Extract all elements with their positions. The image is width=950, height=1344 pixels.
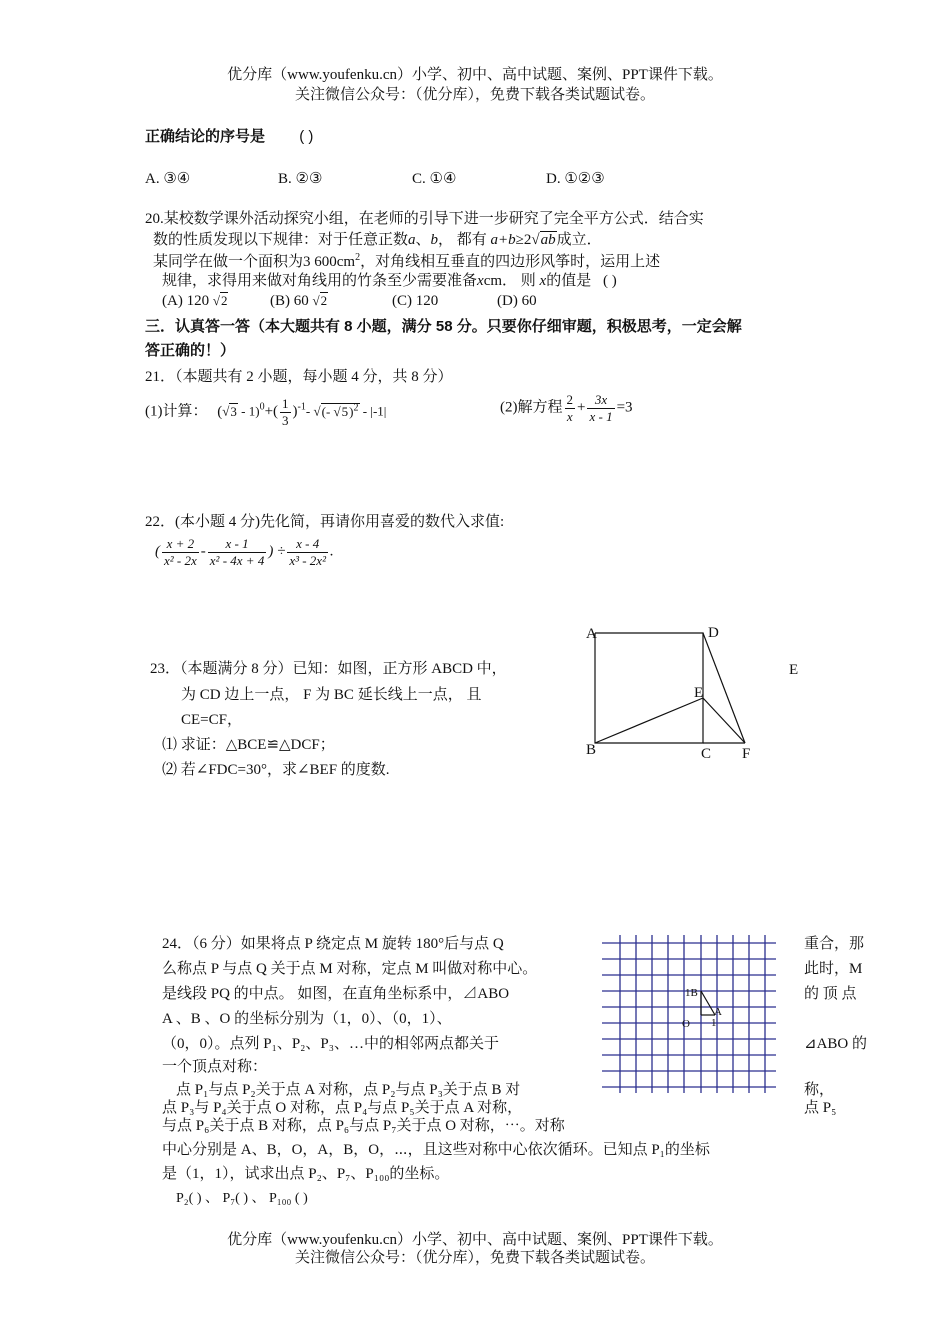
section-3-line-2: 答正确的！）: [145, 342, 236, 359]
q20-option-a-root: 2: [220, 293, 228, 308]
q24-line-8: 点 P₃与 P₄关于点 O 对称，点 P₄与点 P₅关于点 A 对称，: [162, 1100, 523, 1116]
q21-p1-c: +(: [264, 403, 279, 420]
q20-line-3a: 某同学在做一个面积为3 600cm: [153, 254, 356, 270]
q21-p1-d: ): [292, 403, 298, 420]
q20-var-b: b: [430, 232, 439, 248]
q21-p1-den: 3: [282, 412, 289, 428]
q21-p1-inner: (-: [321, 403, 334, 419]
q20-line-1: 20.某校数学课外活动探究小组，在老师的引导下进一步研究了完全平方公式．结合实: [145, 211, 704, 227]
q22-open: (: [155, 543, 160, 560]
q20-line-4b: cm． 则: [483, 273, 536, 289]
q24-line-7-right: 称，: [804, 1082, 835, 1098]
q24-line-6: 一个顶点对称：: [162, 1059, 268, 1075]
q20-option-b: (B) 60 √2: [270, 293, 328, 309]
q22-title: 22．(本小题 4 分)先化简，再请你用喜爱的数代入求值:: [145, 514, 505, 530]
q20-radicand: ab: [540, 232, 556, 248]
q20-line-4a: 规律，求得用来做对角线用的竹条至少需要准备: [162, 273, 478, 289]
q20-line-2a: 数的性质发现以下规律：对于任意正数: [153, 232, 409, 248]
q20-geq: ≥2: [515, 232, 532, 248]
q20-var-a: a: [408, 232, 416, 248]
q24-line-8-right: 点 P₅: [804, 1100, 837, 1116]
q24-line-9: 与点 P₆关于点 B 对称，点 P₆与点 P₇关于点 O 对称，⋯。对称: [162, 1118, 565, 1134]
header-line-2: 关注微信公众号：（优分库），免费下载各类试题试卷。: [294, 87, 655, 103]
q22-end: .: [329, 543, 334, 560]
q21-p2-plus: +: [577, 399, 586, 416]
label-1b: 1B: [685, 987, 698, 999]
q19-option-d: D. ①②③: [546, 171, 605, 187]
q20-option-b-text: (B) 60: [270, 293, 309, 309]
q20-line-3: [153, 252, 660, 271]
q24-line-10: 中心分别是 A、B，O，A，B，O，⋯，且这些对称中心依次循环。已知点 P₁的坐标: [162, 1142, 710, 1158]
q21-p2-fraction-1: [565, 392, 576, 424]
q20-var-x: x: [477, 273, 484, 289]
q20-option-b-root: 2: [320, 293, 328, 308]
q21-p2-num2: 3x: [587, 392, 614, 409]
label-b: B: [586, 742, 597, 758]
q22-den2: x² - 4x + 4: [209, 552, 265, 568]
q22-close: ) ÷: [268, 543, 286, 560]
q21-p1-num: 1: [282, 396, 289, 411]
q24-line-3: 是线段 PQ 的中点。 如图，在直角坐标系中，⊿ABO: [162, 986, 510, 1002]
q19-prompt: [145, 128, 313, 146]
label-e: E: [694, 685, 704, 701]
label-f: F: [742, 746, 751, 762]
label-d: D: [708, 625, 719, 641]
q24-answer-blanks: P₂( ) 、 P₇( ) 、 P₁₀₀ ( ): [176, 1191, 308, 1206]
q21-p1-a: (: [217, 403, 223, 420]
q20-line-2c: 成立．: [556, 232, 602, 248]
q20-option-a-text: (A) 120: [162, 293, 210, 309]
q24-line-7: 点 P₁与点 P₂关于点 A 对称，点 P₂与点 P₃关于点 B 对: [176, 1082, 521, 1098]
q21-part-1-label: (1)计算：: [145, 403, 208, 420]
q21-p2-den1: x: [566, 408, 573, 424]
q21-p1-exp2: 2: [353, 402, 359, 414]
q23-line-2: 为 CD 边上一点， F 为 BC 延长线上一点， 且: [181, 687, 482, 703]
q22-minus: -: [200, 543, 206, 560]
segment-df: [703, 633, 745, 743]
q22-fraction-2: [208, 536, 267, 568]
q19-answer-paren: ( ): [299, 128, 314, 145]
q19-option-b: B. ②③: [278, 171, 323, 187]
q24-line-5-right: ⊿ABO 的: [804, 1036, 867, 1052]
q24-line-5: （0，0）。点列 P₁、P₂、P₃、…中的相邻两点都关于: [162, 1036, 499, 1052]
q22-fraction-3: [287, 536, 328, 568]
section-3-line-1: 三．认真答一答（本大题共有 8 小题，满分 58 分。只要你仔细审题，积极思考，一定会解: [145, 318, 742, 335]
q19-option-c: C. ①④: [412, 171, 457, 187]
q21-p1-expm1: -1: [297, 401, 306, 413]
q21-p1-b: - 1): [237, 403, 260, 419]
label-a: A: [586, 626, 597, 642]
q20-line-2: 数的性质发现以下规律：对于任意正数a、b， 都有 a+b≥2√ab成立．: [153, 232, 602, 248]
q19-prompt-text: 正确结论的序号是: [145, 128, 266, 145]
q23-stray-e: E: [789, 662, 799, 678]
q22-expression: [155, 536, 334, 568]
q22-fraction-1: [162, 536, 199, 568]
segment-ab: [701, 991, 715, 1015]
q21-part-2: [500, 392, 633, 424]
q20-option-d: (D) 60: [497, 293, 537, 309]
q24-line-3-right: 的 顶 点: [804, 986, 857, 1002]
q21-p1-root5: 5: [341, 403, 349, 419]
q21-p1-f: ): [349, 403, 354, 419]
q21-part-2-label: (2)解方程: [500, 399, 563, 416]
q20-option-c: (C) 120: [392, 293, 439, 309]
q21-p1-root3: 3: [230, 403, 237, 419]
q20-inequality: a+b: [490, 232, 516, 248]
q20-square: 2: [355, 252, 361, 263]
label-c: C: [701, 746, 712, 762]
q21-p2-eq: =3: [616, 399, 633, 416]
q21-p2-num1: 2: [566, 392, 573, 407]
q24-line-11: 是（1，1），试求出点 P₂、P₇、P₁₀₀的坐标。: [162, 1166, 450, 1182]
q21-p1-fraction: [280, 396, 291, 428]
label-o: O: [682, 1018, 690, 1030]
q21-p2-den2: x - 1: [589, 408, 613, 424]
label-a: A: [714, 1006, 722, 1018]
q21-title: 21．（本题共有 2 小题，每小题 4 分，共 8 分）: [145, 369, 453, 385]
q24-line-4: A 、B 、O 的坐标分别为（1，0）、（0，1）、: [162, 1011, 452, 1027]
q24-line-1-right: 重合，那: [804, 936, 865, 952]
footer-line-1: 优分库（www.youfenku.cn）小学、初中、高中试题、案例、PPT课件下载。: [227, 1232, 723, 1248]
q22-num1: x + 2: [162, 536, 199, 553]
q21-p1-exp0: 0: [259, 401, 265, 413]
segment-be: [595, 698, 703, 743]
q19-option-a: A. ③④: [145, 171, 191, 187]
label-1: 1: [711, 1017, 717, 1029]
q21-part-1: (1)计算： (√3 - 1)$^0$+( $\frac{1}{3}$ )$^{-1}$- √(- √5)$^2$ - |-1|: [145, 396, 387, 428]
footer-line-2: 关注微信公众号：（优分库），免费下载各类试题试卷。: [294, 1250, 655, 1266]
q24-line-2-right: 此时，M: [804, 961, 863, 977]
q22-den3: x³ - 2x²: [289, 552, 326, 568]
q24-line-2: 么称点 P 与点 Q 关于点 M 对称，定点 M 叫做对称中心。: [162, 961, 538, 977]
q24-coordinate-grid: [600, 935, 780, 1095]
q24-line-1: 24．（6 分）如果将点 P 绕定点 M 旋转 180°后与点 Q: [162, 936, 504, 952]
q20-option-a: (A) 120 √2: [162, 293, 228, 309]
q22-num2: x - 1: [208, 536, 267, 553]
q20-sep: 、: [415, 232, 431, 248]
q21-p2-fraction-2: [587, 392, 614, 424]
q23-line-5: ⑵ 若∠FDC=30°，求∠BEF 的度数.: [162, 762, 390, 778]
q20-line-2b: ， 都有: [438, 232, 487, 248]
q21-p1-e: -: [305, 403, 314, 419]
q20-var-x-2: x: [539, 273, 547, 289]
q20-answer-paren: ( ): [602, 273, 617, 289]
q20-line-4: [162, 272, 617, 290]
header-line-1: 优分库（www.youfenku.cn）小学、初中、高中试题、案例、PPT课件下载。: [227, 67, 723, 83]
q21-p1-g: - |-1|: [359, 403, 387, 419]
q23-line-3: CE=CF，: [181, 712, 242, 728]
q22-num3: x - 4: [287, 536, 328, 553]
q20-line-4c: 的值是: [546, 273, 592, 289]
q20-line-3b: ，对角线相互垂直的四边形风筝时，运用上述: [360, 254, 661, 270]
q23-square-figure: [580, 620, 760, 765]
q23-line-1: 23．（本题满分 8 分）已知：如图，正方形 ABCD 中，: [150, 661, 507, 677]
segment-ef: [703, 698, 745, 743]
square-abcd: [595, 633, 703, 743]
q23-line-4: ⑴ 求证：△BCE≌△DCF；: [162, 737, 335, 753]
q22-den1: x² - 2x: [164, 552, 197, 568]
